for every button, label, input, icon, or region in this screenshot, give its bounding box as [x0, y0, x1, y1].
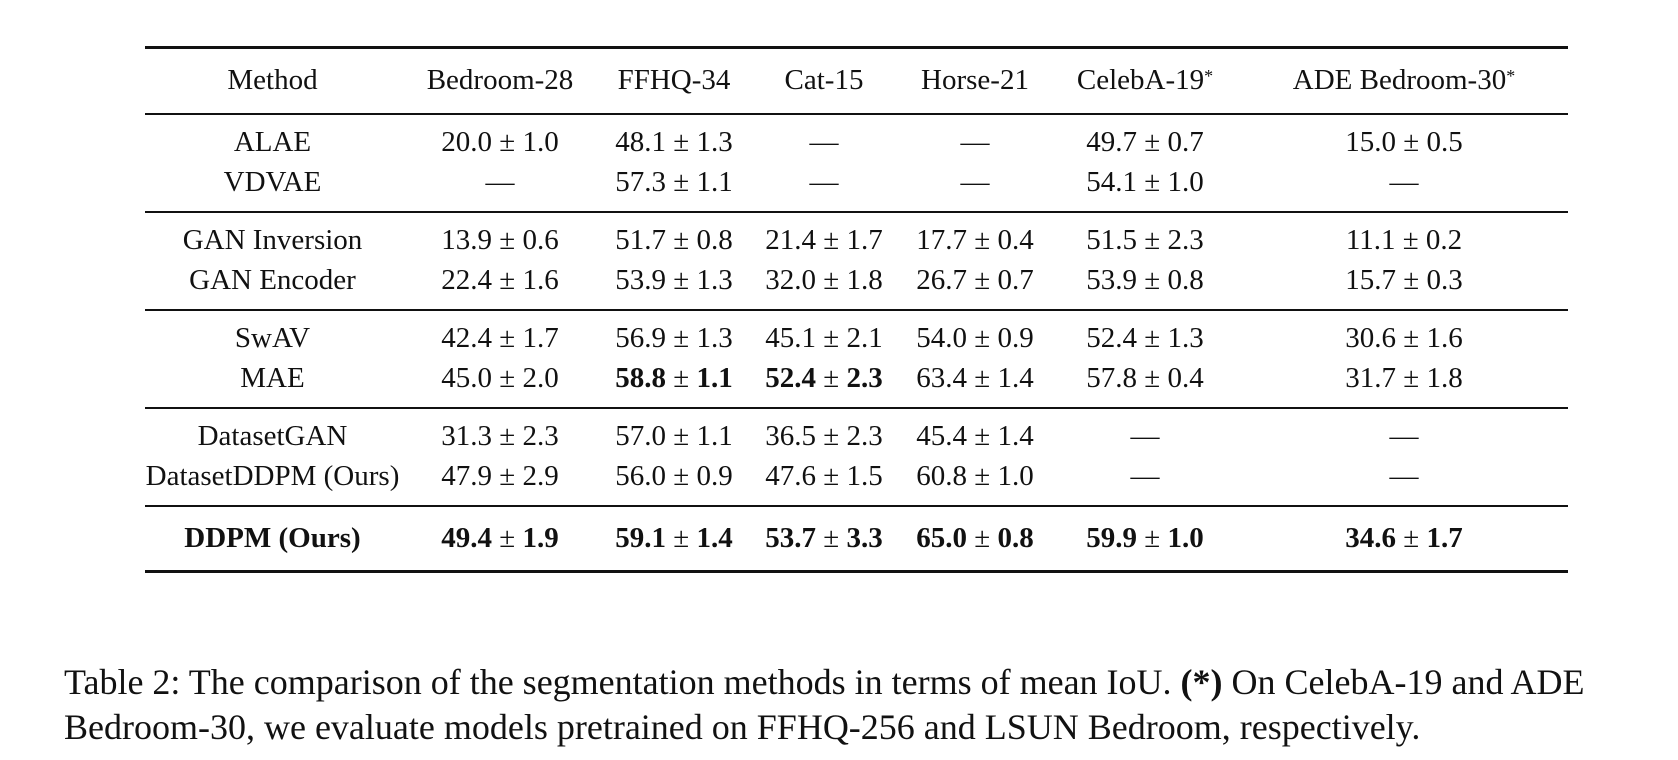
- result-pm: ±: [823, 264, 840, 296]
- result-std: 1.0: [997, 460, 1034, 492]
- result-cell: [1240, 212, 1568, 261]
- result-empty: —: [485, 166, 515, 198]
- result-cell: [600, 163, 748, 212]
- result-pm: ±: [823, 224, 840, 256]
- result-cell: [1240, 408, 1568, 457]
- result-pm: ±: [823, 420, 840, 452]
- result-mean: 45.1: [765, 322, 817, 354]
- result-cell: [1240, 457, 1568, 506]
- result-pm: ±: [673, 126, 690, 158]
- result-cell: [400, 163, 600, 212]
- result-pm: ±: [823, 521, 840, 554]
- result-mean: 51.7: [615, 224, 667, 256]
- result-mean: 49.7: [1086, 126, 1138, 158]
- result-cell: [1050, 212, 1240, 261]
- caption-prefix: Table 2: The comparison of the segmentation methods in terms of mean IoU.: [64, 662, 1181, 702]
- table-row: [145, 163, 1568, 212]
- result-mean: 47.9: [441, 460, 493, 492]
- result-cell: [1050, 261, 1240, 310]
- result-cell: [600, 408, 748, 457]
- table-body: [145, 114, 1568, 572]
- result-pm: ±: [1144, 126, 1161, 158]
- result-std: 1.4: [997, 362, 1034, 394]
- column-header-label: Bedroom-28: [426, 64, 574, 97]
- result-pm: ±: [1403, 126, 1420, 158]
- result-pm: ±: [499, 420, 516, 452]
- result-pm: ±: [1402, 224, 1419, 256]
- result-mean: 58.8: [615, 362, 667, 394]
- result-pm: ±: [499, 264, 516, 296]
- result-empty: —: [1130, 460, 1160, 492]
- result-cell: [600, 310, 748, 359]
- result-std: 1.7: [522, 322, 559, 354]
- result-cell: [748, 457, 900, 506]
- result-mean: 52.4: [1086, 322, 1138, 354]
- result-cell: [600, 457, 748, 506]
- table-row: [145, 359, 1568, 408]
- result-std: 1.1: [696, 420, 733, 452]
- result-pm: ±: [823, 460, 840, 492]
- result-std: 3.3: [846, 521, 883, 554]
- column-header-method: [145, 48, 400, 114]
- result-pm: ±: [1403, 322, 1420, 354]
- result-cell: [1050, 163, 1240, 212]
- result-cell: [900, 163, 1050, 212]
- result-empty: —: [960, 126, 990, 158]
- result-mean: 45.0: [441, 362, 493, 394]
- result-mean: 15.7: [1345, 264, 1397, 296]
- result-std: 0.4: [1167, 362, 1204, 394]
- result-pm: ±: [974, 420, 991, 452]
- result-mean: 45.4: [916, 420, 968, 452]
- column-header: [1240, 48, 1568, 114]
- result-std: 1.4: [997, 420, 1034, 452]
- result-cell: [600, 359, 748, 408]
- result-pm: ±: [673, 166, 690, 198]
- result-cell: [1240, 359, 1568, 408]
- result-std: 1.0: [1167, 521, 1204, 554]
- table-caption: [64, 660, 1624, 750]
- result-std: 1.3: [696, 126, 733, 158]
- method-cell: GAN Encoder: [145, 261, 400, 310]
- result-std: 0.5: [1426, 126, 1463, 158]
- result-cell: [600, 261, 748, 310]
- table-row: [145, 457, 1568, 506]
- result-std: 2.3: [846, 362, 883, 394]
- result-empty: —: [1389, 166, 1419, 198]
- method-cell: DDPM (Ours): [145, 506, 400, 572]
- result-std: 1.7: [1426, 521, 1463, 554]
- result-std: 1.1: [696, 166, 733, 198]
- result-empty: —: [809, 166, 839, 198]
- result-std: 1.6: [1426, 322, 1463, 354]
- result-std: 2.3: [846, 420, 883, 452]
- result-std: 1.1: [696, 362, 733, 394]
- result-cell: [1050, 457, 1240, 506]
- result-empty: —: [960, 166, 990, 198]
- result-std: 2.0: [522, 362, 559, 394]
- result-empty: —: [1389, 420, 1419, 452]
- result-std: 1.4: [696, 521, 733, 554]
- result-mean: 22.4: [441, 264, 493, 296]
- result-cell: [400, 457, 600, 506]
- result-pm: ±: [1144, 264, 1161, 296]
- column-header: [900, 48, 1050, 114]
- result-std: 2.3: [1167, 224, 1204, 256]
- result-cell: [400, 310, 600, 359]
- method-cell: DatasetGAN: [197, 420, 348, 452]
- table-row: [145, 261, 1568, 310]
- result-pm: ±: [974, 521, 991, 554]
- result-pm: ±: [1403, 264, 1420, 296]
- method-cell: MAE: [145, 359, 400, 408]
- result-cell: [1050, 359, 1240, 408]
- result-std: 1.3: [1167, 322, 1204, 354]
- result-pm: ±: [1144, 322, 1161, 354]
- result-cell: [900, 359, 1050, 408]
- table-row: [145, 506, 1568, 572]
- result-pm: ±: [974, 264, 991, 296]
- result-std: 0.6: [522, 224, 559, 256]
- result-cell: [900, 408, 1050, 457]
- result-std: 0.2: [1425, 224, 1463, 256]
- result-std: 2.1: [846, 322, 883, 354]
- result-mean: 54.0: [916, 322, 968, 354]
- result-cell: [748, 310, 900, 359]
- result-pm: ±: [673, 362, 690, 394]
- result-pm: ±: [1144, 224, 1161, 256]
- result-cell: [1240, 310, 1568, 359]
- column-header-label: Horse-21: [921, 64, 1029, 97]
- result-pm: ±: [499, 322, 516, 354]
- result-std: 0.7: [1167, 126, 1204, 158]
- table-row: [145, 408, 1568, 457]
- result-mean: 54.1: [1086, 166, 1138, 198]
- result-pm: ±: [499, 521, 516, 554]
- column-header: [1050, 48, 1240, 114]
- result-std: 1.0: [1167, 166, 1204, 198]
- result-mean: 42.4: [441, 322, 493, 354]
- result-mean: 17.7: [916, 224, 968, 256]
- result-cell: [1050, 506, 1240, 572]
- result-std: 0.9: [997, 322, 1034, 354]
- column-header-label: Cat-15: [784, 64, 864, 97]
- result-pm: ±: [974, 460, 991, 492]
- result-cell: [400, 261, 600, 310]
- header-row: [145, 48, 1568, 114]
- result-cell: [1050, 408, 1240, 457]
- result-mean: 53.9: [615, 264, 667, 296]
- column-header-label: FFHQ-34: [617, 64, 731, 97]
- result-pm: ±: [673, 460, 690, 492]
- column-header-mark: *: [1506, 66, 1516, 87]
- column-header-label: Method: [227, 64, 318, 97]
- result-cell: [748, 114, 900, 163]
- column-header-label: CelebA-19: [1076, 64, 1205, 97]
- result-cell: [748, 212, 900, 261]
- result-mean: 57.3: [615, 166, 667, 198]
- result-mean: 20.0: [441, 126, 493, 158]
- result-pm: ±: [673, 420, 690, 452]
- result-mean: 60.8: [916, 460, 968, 492]
- result-mean: 53.9: [1086, 264, 1138, 296]
- result-mean: 15.0: [1345, 126, 1397, 158]
- result-cell: [1240, 163, 1568, 212]
- result-cell: [748, 408, 900, 457]
- result-pm: ±: [499, 362, 516, 394]
- results-table: [145, 46, 1568, 573]
- method-cell: VDVAE: [145, 163, 400, 212]
- result-mean: 13.9: [441, 224, 493, 256]
- result-std: 0.8: [696, 224, 733, 256]
- result-cell: [1240, 506, 1568, 572]
- result-mean: 57.8: [1086, 362, 1138, 394]
- result-pm: ±: [673, 521, 690, 554]
- result-mean: 34.6: [1345, 521, 1397, 554]
- caption-suffix: On CelebA-19 and ADE Bedroom-30, we evaluate models pretrained on FFHQ-256 and LSUN Bedroom, respectively.: [64, 662, 1585, 747]
- result-pm: ±: [499, 126, 516, 158]
- result-std: 1.3: [696, 322, 733, 354]
- result-mean: 36.5: [765, 420, 817, 452]
- table-row: [145, 212, 1568, 261]
- result-cell: [1050, 310, 1240, 359]
- column-header: [748, 48, 900, 114]
- result-std: 2.3: [522, 420, 559, 452]
- result-cell: [900, 457, 1050, 506]
- column-header: [600, 48, 748, 114]
- result-cell: [1050, 114, 1240, 163]
- result-pm: ±: [1403, 521, 1420, 554]
- method-cell: SwAV: [234, 322, 311, 354]
- result-mean: 30.6: [1345, 322, 1397, 354]
- result-std: 0.3: [1426, 264, 1463, 296]
- result-std: 2.9: [522, 460, 559, 492]
- result-cell: [748, 506, 900, 572]
- result-empty: —: [1130, 420, 1160, 452]
- result-pm: ±: [823, 322, 840, 354]
- result-pm: ±: [1144, 521, 1161, 554]
- result-mean: 56.0: [615, 460, 667, 492]
- result-std: 1.0: [522, 126, 559, 158]
- result-mean: 51.5: [1086, 224, 1138, 256]
- result-pm: ±: [499, 460, 516, 492]
- result-cell: [900, 212, 1050, 261]
- result-std: 0.8: [997, 521, 1034, 554]
- result-empty: —: [1389, 460, 1419, 492]
- result-cell: [400, 408, 600, 457]
- result-cell: [748, 261, 900, 310]
- result-mean: 32.0: [765, 264, 817, 296]
- table-header: [145, 48, 1568, 114]
- result-cell: [400, 359, 600, 408]
- result-mean: 59.9: [1086, 521, 1138, 554]
- method-cell: DatasetDDPM (Ours): [145, 457, 400, 506]
- result-mean: 47.6: [765, 460, 817, 492]
- result-pm: ±: [974, 224, 991, 256]
- result-empty: —: [809, 126, 839, 158]
- result-cell: [748, 163, 900, 212]
- result-mean: 56.9: [615, 322, 667, 354]
- result-pm: ±: [673, 264, 690, 296]
- result-pm: ±: [673, 224, 690, 256]
- result-mean: 48.1: [615, 126, 667, 158]
- caption-mark: (*): [1180, 662, 1223, 702]
- result-cell: [1240, 114, 1568, 163]
- result-pm: ±: [499, 224, 516, 256]
- result-mean: 11.1: [1345, 224, 1396, 256]
- result-cell: [600, 212, 748, 261]
- result-pm: ±: [673, 322, 690, 354]
- result-std: 0.8: [1167, 264, 1204, 296]
- result-cell: [1240, 261, 1568, 310]
- result-mean: 31.7: [1345, 362, 1397, 394]
- table-row: [145, 114, 1568, 163]
- result-std: 1.3: [696, 264, 733, 296]
- result-cell: [900, 506, 1050, 572]
- result-cell: [400, 212, 600, 261]
- result-cell: [900, 114, 1050, 163]
- result-cell: [400, 114, 600, 163]
- result-std: 1.7: [846, 224, 883, 256]
- column-header: [400, 48, 600, 114]
- result-cell: [900, 261, 1050, 310]
- result-std: 1.9: [522, 521, 559, 554]
- column-header-mark: *: [1204, 66, 1214, 87]
- result-mean: 53.7: [765, 521, 817, 554]
- result-std: 0.7: [997, 264, 1034, 296]
- result-std: 1.8: [1426, 362, 1463, 394]
- result-pm: ±: [1144, 166, 1161, 198]
- result-mean: 31.3: [441, 420, 493, 452]
- result-std: 1.6: [522, 264, 559, 296]
- result-mean: 57.0: [615, 420, 667, 452]
- result-mean: 63.4: [916, 362, 968, 394]
- result-pm: ±: [974, 322, 991, 354]
- table-row: [145, 310, 1568, 359]
- result-std: 1.5: [846, 460, 883, 492]
- method-cell: ALAE: [233, 126, 312, 158]
- result-pm: ±: [1144, 362, 1161, 394]
- result-cell: [900, 310, 1050, 359]
- result-mean: 59.1: [615, 521, 667, 554]
- result-mean: 26.7: [916, 264, 968, 296]
- result-cell: [400, 506, 600, 572]
- result-mean: 65.0: [916, 521, 968, 554]
- result-cell: [748, 359, 900, 408]
- result-mean: 49.4: [441, 521, 493, 554]
- result-pm: ±: [1403, 362, 1420, 394]
- result-std: 0.9: [696, 460, 733, 492]
- result-cell: [600, 114, 748, 163]
- result-std: 1.8: [846, 264, 883, 296]
- result-pm: ±: [823, 362, 840, 394]
- result-mean: 21.4: [765, 224, 817, 256]
- column-header-label: ADE Bedroom-30: [1292, 64, 1507, 97]
- result-std: 0.4: [997, 224, 1034, 256]
- method-cell: GAN Inversion: [182, 224, 363, 256]
- result-mean: 52.4: [765, 362, 817, 394]
- result-cell: [600, 506, 748, 572]
- result-pm: ±: [974, 362, 991, 394]
